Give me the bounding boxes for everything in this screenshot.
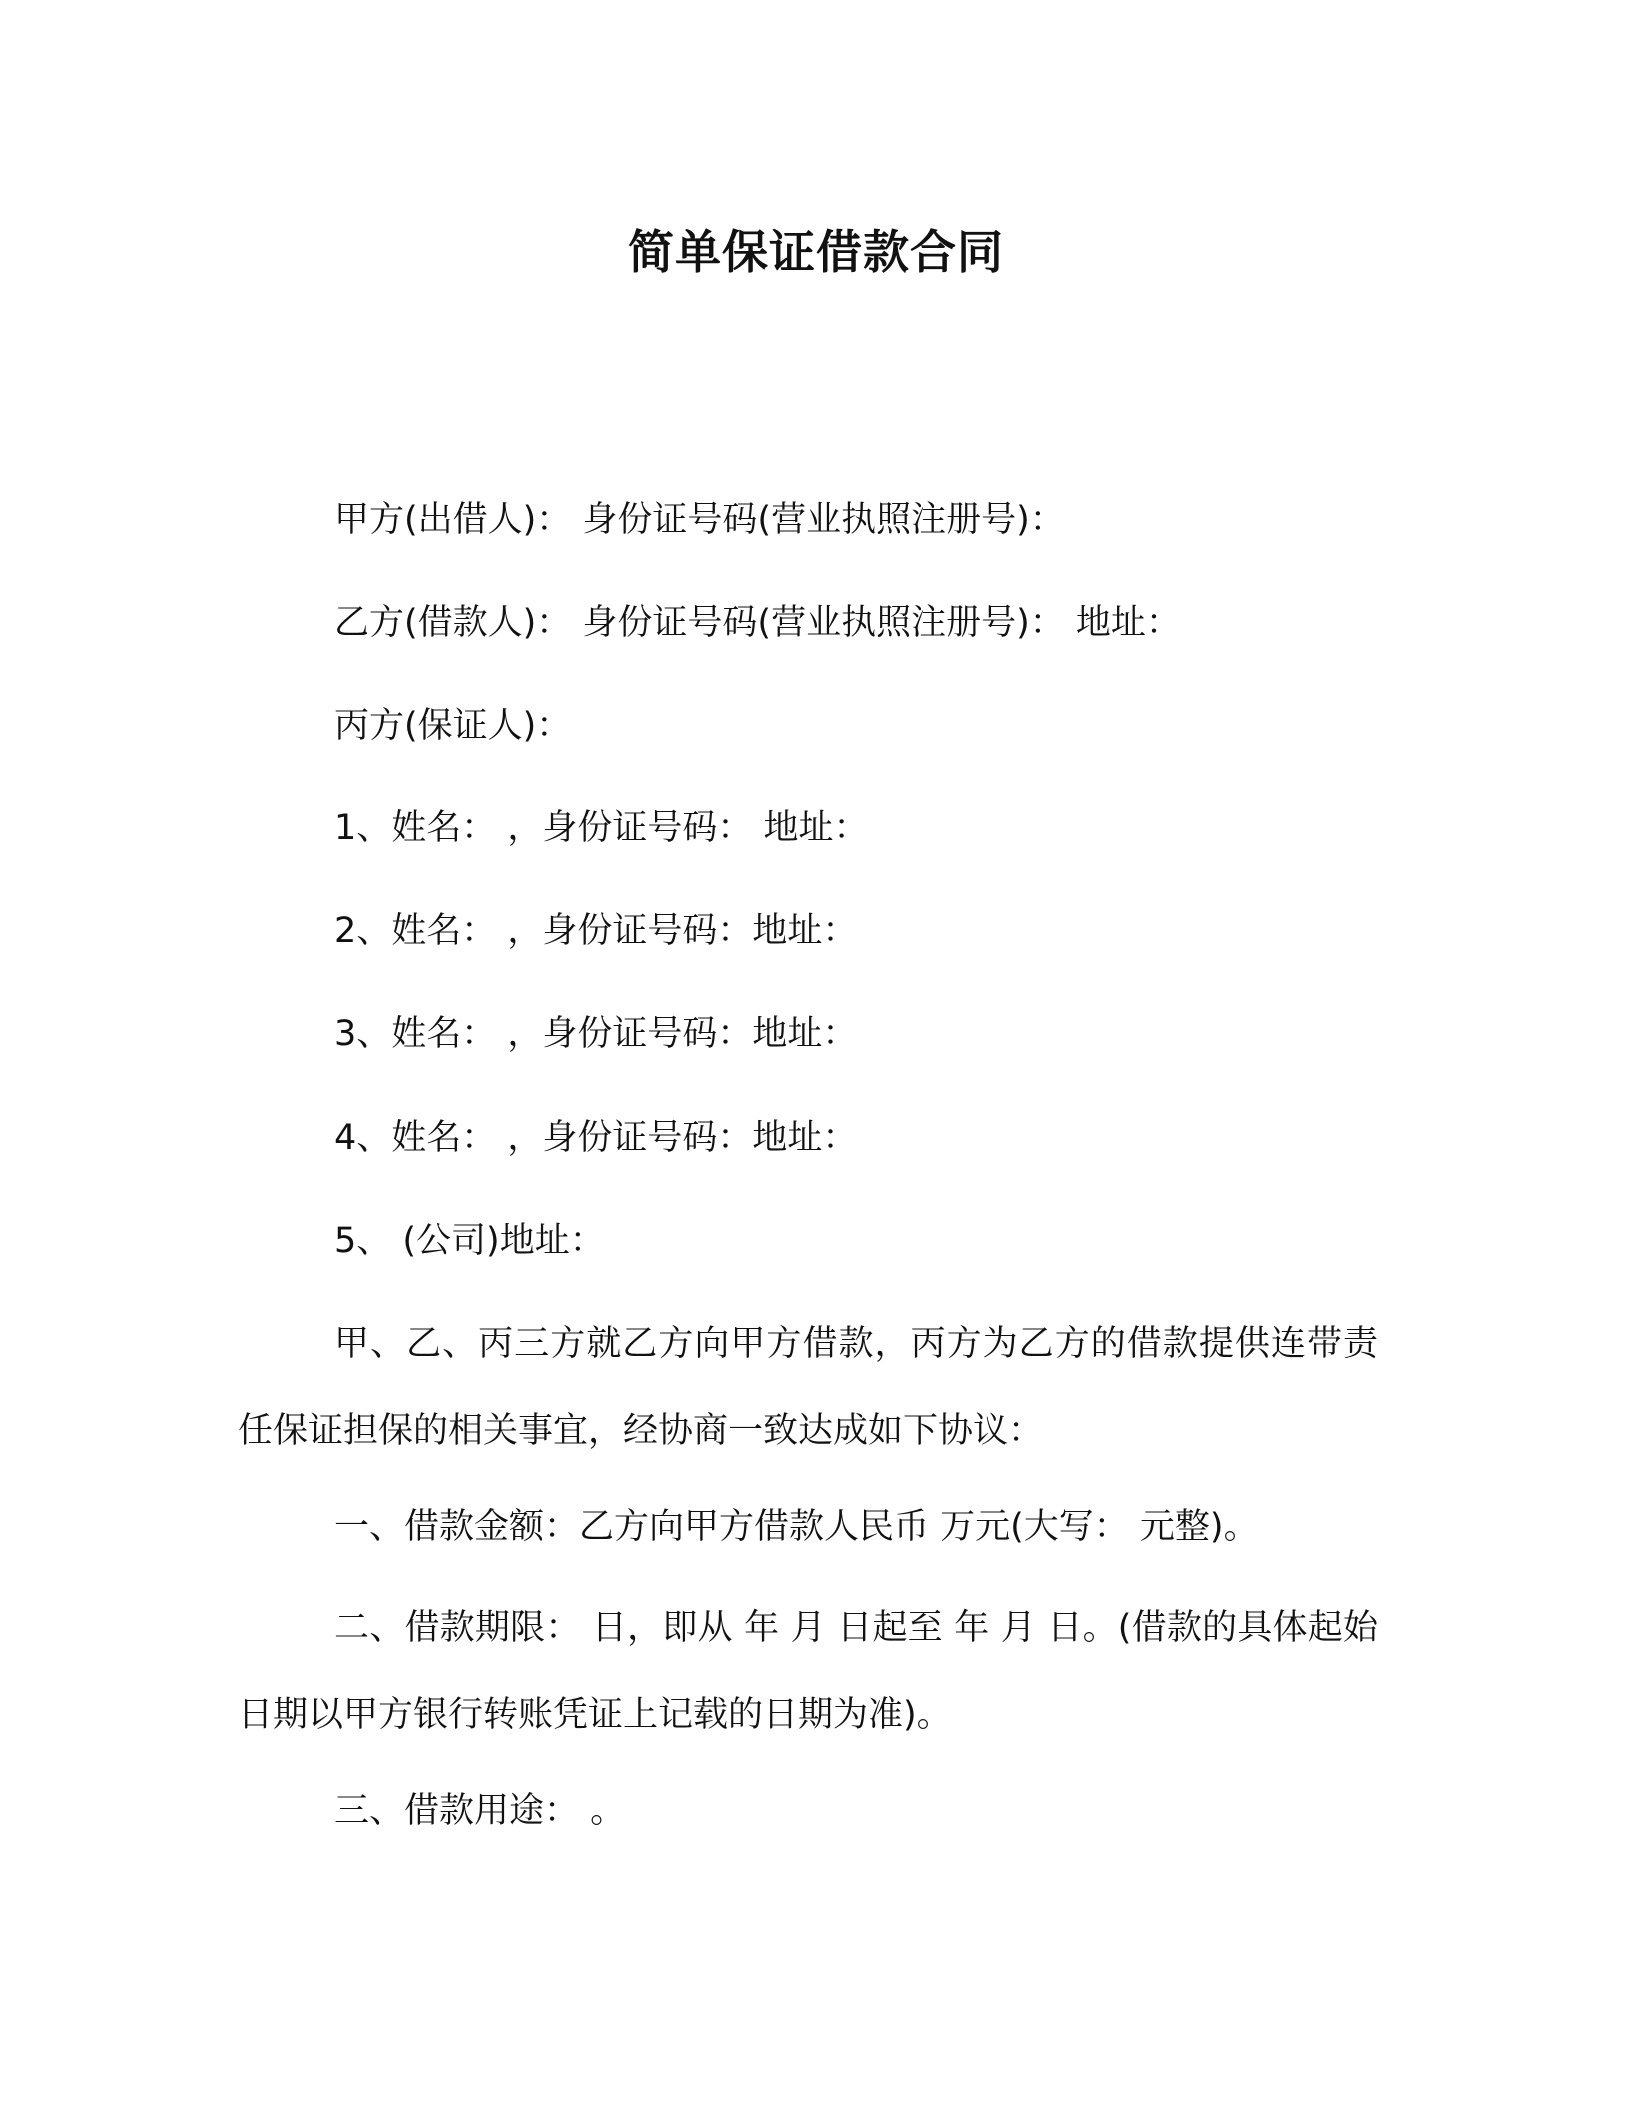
party-b-line: 乙方(借款人)： 身份证号码(营业执照注册号)： 地址： bbox=[334, 603, 1181, 643]
document-title: 简单保证借款合同 bbox=[628, 225, 1004, 279]
guarantor-line-1: 1、姓名： ，身份证号码： 地址： bbox=[334, 808, 869, 848]
clause-1: 一、借款金额：乙方向甲方借款人民币 万元(大写： 元整)。 bbox=[334, 1507, 1259, 1547]
guarantor-line-5: 5、 (公司)地址： bbox=[334, 1221, 605, 1261]
guarantor-line-3: 3、姓名： ，身份证号码：地址： bbox=[334, 1014, 858, 1054]
party-a-line: 甲方(出借人)： 身份证号码(营业执照注册号)： bbox=[334, 500, 1065, 540]
guarantor-line-4: 4、姓名： ，身份证号码：地址： bbox=[334, 1118, 858, 1158]
preamble-paragraph: 甲、乙、丙三方就乙方向甲方借款，丙方为乙方的借款提供连带责任保证担保的相关事宜，经协商一致达成如下协议： bbox=[238, 1324, 1378, 1451]
guarantor-line-2: 2、姓名： ，身份证号码：地址： bbox=[334, 911, 858, 951]
clause-3: 三、借款用途： 。 bbox=[334, 1791, 626, 1831]
clause-2: 二、借款期限： 日，即从 年 月 日起至 年 月 日。(借款的具体起始日期以甲方银行转账凭证上记载的日期为准)。 bbox=[238, 1608, 1378, 1735]
party-c-line: 丙方(保证人)： bbox=[334, 706, 572, 746]
